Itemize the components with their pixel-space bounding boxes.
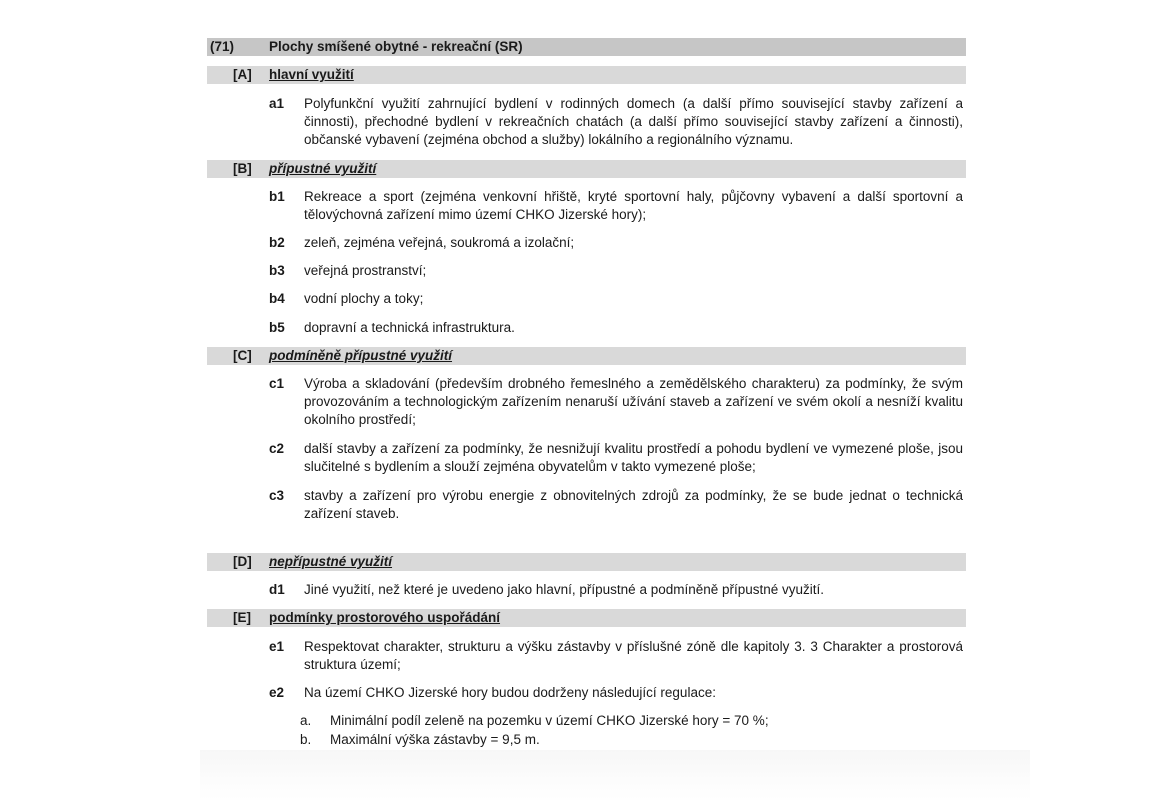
item-a1-label: a1 — [269, 96, 285, 111]
item-b2-label: b2 — [269, 235, 285, 250]
item-e1-label: e1 — [269, 639, 285, 654]
page-bottom-shade — [200, 750, 1030, 800]
section-number: (71) — [210, 39, 235, 54]
item-c3-label: c3 — [269, 488, 285, 503]
sub-item-a-text: Minimální podíl zeleně na pozemku v území CHKO Jizerské hory = 70 %; — [330, 713, 769, 728]
heading-b-label: [B] — [233, 161, 252, 176]
heading-a-text: hlavní využití — [269, 67, 354, 82]
item-d1-label: d1 — [269, 582, 285, 597]
heading-c-label: [C] — [233, 348, 252, 363]
item-b2-text: zeleň, zejména veřejná, soukromá a izolační; — [304, 235, 575, 250]
item-c1-label: c1 — [269, 376, 285, 391]
item-b4-label: b4 — [269, 291, 285, 306]
heading-e-text: podmínky prostorového uspořádání — [269, 610, 501, 625]
heading-c-text: podmíněně přípustné využití — [269, 348, 453, 363]
item-c1-text: Výroba a skladování (především drobného řemeslného a zemědělského charakteru) za podmínky, že svým provozováním a technologickým zařízením nenaruší užívání staveb a zařízení ve svém okolí a nesníží kvalitu okolního prostředí; — [304, 376, 963, 427]
item-c2-text: další stavby a zařízení za podmínky, že nesnižují kvalitu prostředí a pohodu bydlení ve vymezené ploše, jsou slučitelné s bydlením a slouží zejména obyvatelům v takto vymezené ploše; — [304, 441, 963, 474]
item-d1-text: Jiné využití, než které je uvedeno jako hlavní, přípustné a podmíněně přípustné využití. — [304, 582, 825, 597]
sub-item-b-label: b. — [300, 732, 312, 747]
item-c2-label: c2 — [269, 441, 285, 456]
item-b3-label: b3 — [269, 263, 285, 278]
heading-d-text: nepřípustné využití — [269, 554, 393, 569]
sub-item-a-label: a. — [300, 713, 312, 728]
section-title: Plochy smíšené obytné - rekreační (SR) — [269, 39, 523, 54]
item-e1-text: Respektovat charakter, strukturu a výšku zástavby v příslušné zóně dle kapitoly 3. 3 Charakter a prostorová struktura území; — [304, 639, 963, 672]
heading-d-label: [D] — [233, 554, 252, 569]
item-c3-text: stavby a zařízení pro výrobu energie z obnovitelných zdrojů za podmínky, že se bude jednat o technická zařízení staveb. — [304, 488, 963, 521]
item-b3-text: veřejná prostranství; — [304, 263, 427, 278]
item-e2-label: e2 — [269, 685, 285, 700]
heading-b-text: přípustné využití — [269, 161, 377, 176]
sub-item-b-text: Maximální výška zástavby = 9,5 m. — [330, 732, 540, 747]
item-b4-text: vodní plochy a toky; — [304, 291, 424, 306]
item-b5-label: b5 — [269, 320, 285, 335]
heading-e-label: [E] — [233, 610, 251, 625]
item-a1-text: Polyfunkční využití zahrnující bydlení v rodinných domech (a další přímo související stavby zařízení a činnosti), přechodné bydlení v rekreačních chatách (a další přímo související stavby zařízení a činnosti), občanské vybavení (zejména obchod a služby) lokálního a regionálního významu. — [304, 96, 963, 147]
heading-a-label: [A] — [233, 67, 252, 82]
item-b1-text: Rekreace a sport (zejména venkovní hřiště, kryté sportovní haly, půjčovny vybavení a další sportovní a tělovýchovná zařízení mimo území CHKO Jizerské hory); — [304, 189, 963, 222]
item-e2-text: Na území CHKO Jizerské hory budou dodrženy následující regulace: — [304, 685, 716, 700]
item-b5-text: dopravní a technická infrastruktura. — [304, 320, 515, 335]
item-b1-label: b1 — [269, 189, 285, 204]
